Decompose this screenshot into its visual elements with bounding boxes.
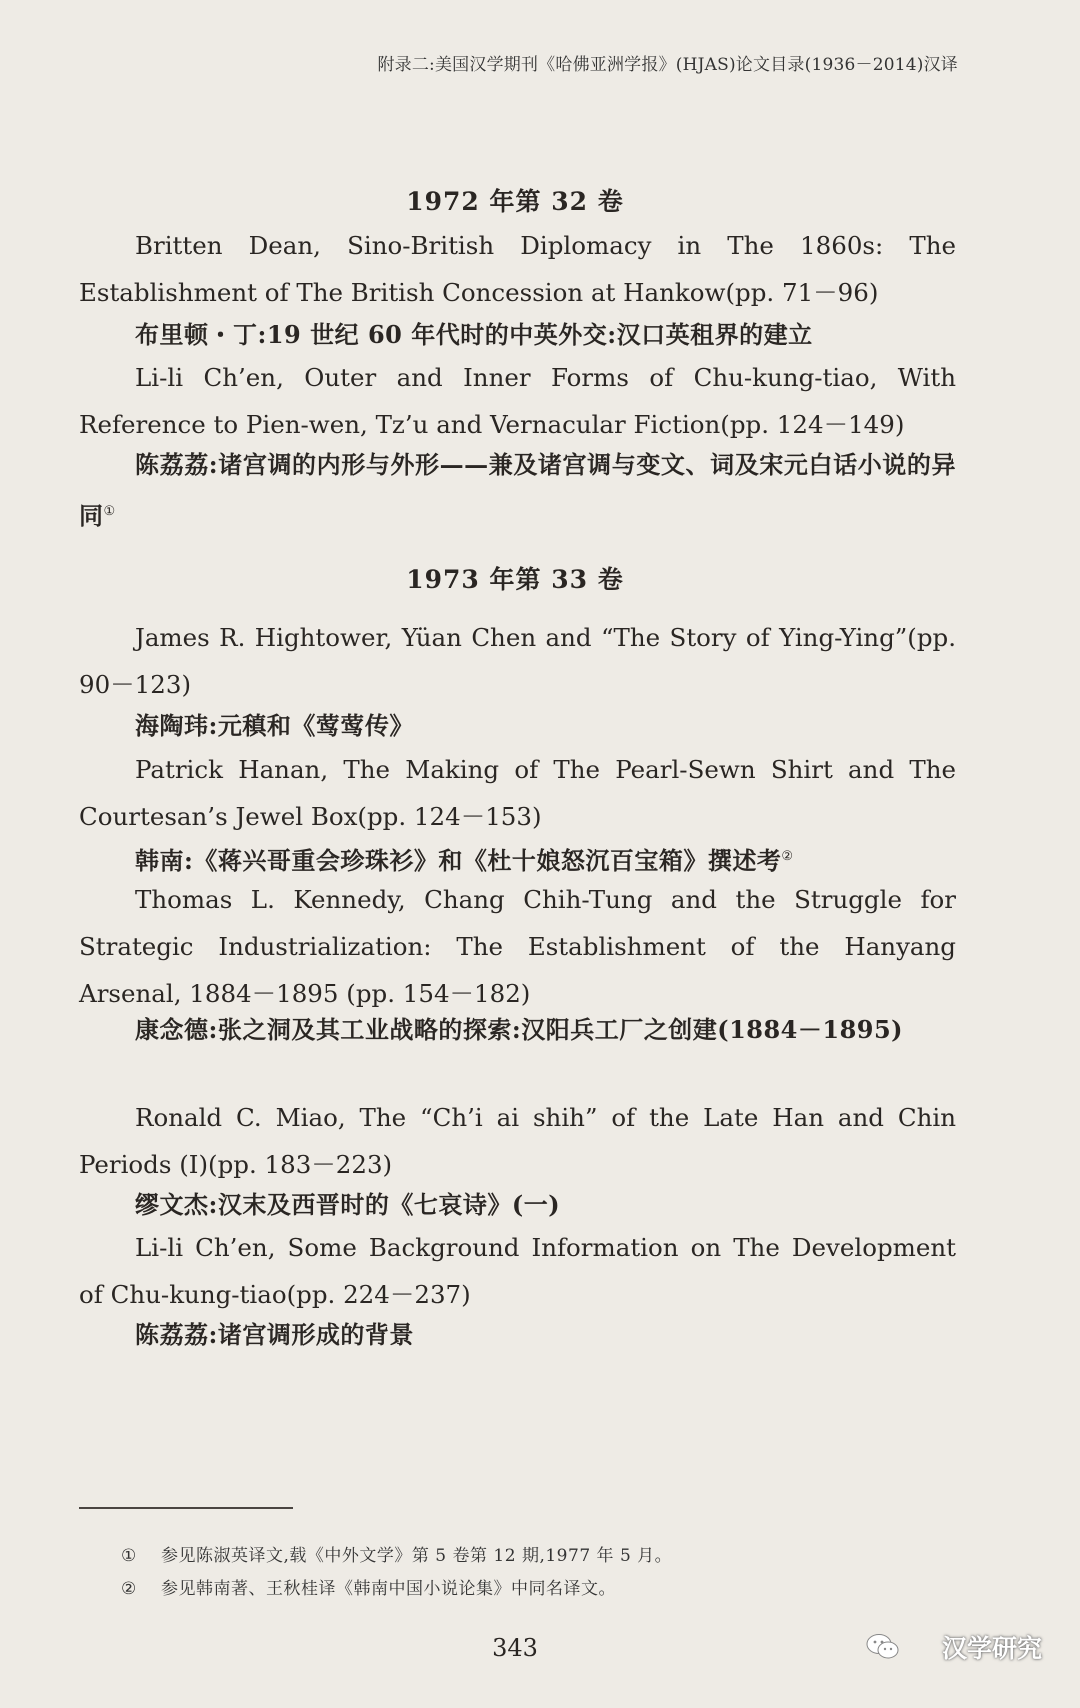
entry-zh-kennedy: 康念德:张之洞及其工业战略的探索:汉阳兵工厂之创建(1884－1895) xyxy=(135,1015,904,1044)
watermark-text: 汉学研究 xyxy=(941,1634,1042,1663)
entry-en-kennedy: Thomas L. Kennedy, Chang Chih-Tung and the Struggle for Strategic Industrialization: The Establishment of the Hanyang Arsenal, 1884－1895 (pp. 154－182) xyxy=(79,885,956,1008)
footnote-2-mark: ② xyxy=(121,1579,137,1599)
entry-en-chen-2: Li-li Ch’en, Some Background Information on The Development of Chu-kung-tiao(pp. 224－237) xyxy=(79,1233,956,1309)
wechat-icon xyxy=(866,1633,900,1661)
footnote-1-mark: ① xyxy=(121,1546,137,1566)
footnote-divider xyxy=(79,1507,293,1509)
entry-en-miao: Ronald C. Miao, The “Ch’i ai shih” of the Late Han and Chin Periods (I)(pp. 183－223) xyxy=(79,1103,956,1179)
volume-title-33: 1973 年第 33 卷 xyxy=(406,565,624,594)
entry-zh-dean: 布里顿・丁:19 世纪 60 年代时的中英外交:汉口英租界的建立 xyxy=(135,320,813,349)
entry-en-dean: Britten Dean, Sino-British Diplomacy in The 1860s: The Establishment of The British Concession at Hankow(pp. 71－96) xyxy=(79,231,956,307)
entry-en-hightower: James R. Hightower, Yüan Chen and “The Story of Ying-Ying”(pp. 90－123) xyxy=(79,623,956,699)
running-header: 附录二:美国汉学期刊《哈佛亚洲学报》(HJAS)论文目录(1936－2014)汉译 xyxy=(377,55,958,75)
footnote-1-text: 参见陈淑英译文,载《中外文学》第 5 卷第 12 期,1977 年 5 月。 xyxy=(161,1546,673,1566)
entry-zh-chen-1 xyxy=(79,441,956,539)
footnote-2 xyxy=(121,1574,616,1599)
entry-zh-hanan-text: 韩南:《蒋兴哥重会珍珠衫》和《杜十娘怒沉百宝箱》撰述考 xyxy=(135,846,782,875)
entry-zh-chen-2: 陈荔荔:诸宫调形成的背景 xyxy=(135,1320,414,1349)
footnote-ref-1: ① xyxy=(103,504,116,519)
entry-en-hanan: Patrick Hanan, The Making of The Pearl-Sewn Shirt and The Courtesan’s Jewel Box(pp. 124－153) xyxy=(79,755,956,831)
entry-zh-hightower: 海陶玮:元稹和《莺莺传》 xyxy=(135,711,414,740)
entry-en-chen-1: Li-li Ch’en, Outer and Inner Forms of Chu-kung-tiao, With Reference to Pien-wen, Tz’u and Vernacular Fiction(pp. 124－149) xyxy=(79,363,956,439)
page-number: 343 xyxy=(492,1634,538,1662)
entry-zh-miao: 缪文杰:汉末及西晋时的《七哀诗》(一) xyxy=(135,1190,561,1219)
footnote-ref-2: ② xyxy=(781,849,794,864)
volume-title-32: 1972 年第 32 卷 xyxy=(406,187,624,216)
entry-zh-chen-1-text: 陈荔荔:诸宫调的内形与外形——兼及诸宫调与变文、词及宋元白话小说的异同 xyxy=(79,450,956,530)
footnote-2-text: 参见韩南著、王秋桂译《韩南中国小说论集》中同名译文。 xyxy=(161,1579,616,1599)
footnote-1 xyxy=(121,1541,672,1566)
